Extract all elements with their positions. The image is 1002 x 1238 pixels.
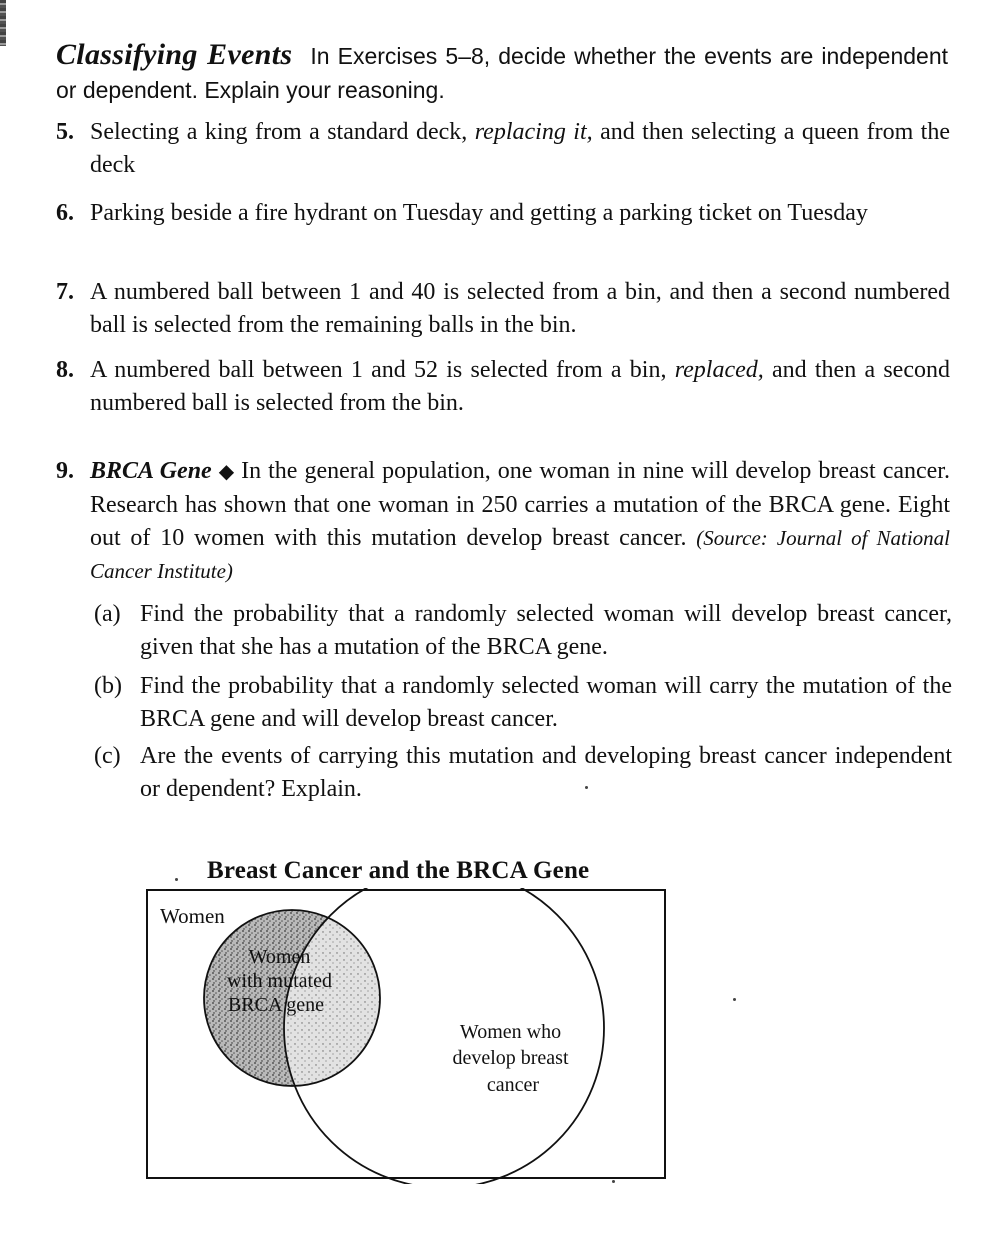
part-text: Find the probability that a randomly selected woman will carry the mutation of the BRCA gene and will develop breast cancer.	[140, 673, 952, 732]
circle-cancer-label-line: develop breast	[452, 1047, 569, 1069]
exercise-9	[56, 455, 950, 588]
venn-diagram	[146, 888, 670, 1184]
exercise-6	[56, 197, 950, 230]
scan-edge-artifact	[0, 0, 6, 46]
exercise-7	[56, 276, 950, 342]
scan-speck	[612, 1180, 615, 1183]
part-text: Find the probability that a randomly selected woman will develop breast cancer, given that she has a mutation of the BRCA gene.	[140, 601, 952, 660]
exercise-text-part: In the general population, one woman in nine will develop breast cancer. Research has shown that one woman in 250 carries a mutation of the BRCA gene. Eight out of 10 women with this mutation develop breast cancer.	[90, 458, 950, 551]
section-instructions: In Exercises 5–8, decide whether the events are independent or dependent. Explain your reasoning.	[56, 43, 948, 103]
circle-brca-label-line: Women	[248, 946, 311, 968]
exercise-text: A numbered ball between 1 and 40 is selected from a bin, and then a second numbered ball is selected from the remaining balls in the bin.	[90, 279, 950, 338]
scan-speck	[175, 878, 178, 881]
exercise-5	[56, 116, 950, 182]
part-label: (b)	[94, 673, 122, 699]
scan-speck	[585, 786, 588, 789]
diamond-icon: ◆	[217, 461, 236, 483]
exercise-9-part-c	[94, 740, 952, 806]
exercise-number: 9.	[56, 458, 74, 484]
exercise-text-part: and then selecting a queen from the deck	[90, 119, 951, 178]
figure-title: Breast Cancer and the BRCA Gene	[207, 857, 590, 884]
part-text: Are the events of carrying this mutation and developing breast cancer independent or dependent? Explain.	[140, 743, 952, 802]
exercise-title: BRCA Gene	[90, 458, 212, 484]
part-label: (a)	[94, 601, 121, 627]
section-title: Classifying Events	[56, 38, 293, 71]
exercise-text: Parking beside a fire hydrant on Tuesday and getting a parking ticket on Tuesday	[90, 200, 868, 226]
exercise-9-part-a	[94, 598, 952, 664]
circle-cancer-label	[452, 1021, 573, 1096]
exercise-number: 8.	[56, 357, 74, 383]
circle-cancer-label-line: Women who	[459, 1021, 562, 1043]
exercise-text-emphasis: replacing it,	[474, 119, 593, 145]
exercise-text	[90, 354, 950, 420]
circle-cancer-label-line: cancer	[486, 1074, 540, 1096]
exercise-text	[90, 116, 950, 182]
exercise-text	[90, 455, 950, 588]
exercise-source: (Source: Journal of National Cancer Institute)	[90, 526, 951, 583]
exercise-text-part: and then a second numbered ball is selected from the bin.	[90, 357, 950, 416]
scan-speck	[733, 998, 736, 1001]
exercise-text-emphasis: replaced,	[674, 357, 764, 383]
exercise-text-part: A numbered ball between 1 and 52 is selected from a bin,	[90, 357, 675, 383]
circle-brca-label-line: BRCA gene	[227, 994, 325, 1016]
exercise-number: 6.	[56, 200, 74, 226]
part-label: (c)	[94, 743, 121, 769]
circle-brca-label-line: with mutated	[227, 970, 332, 992]
exercise-9-part-b	[94, 670, 952, 736]
exercise-number: 5.	[56, 119, 74, 145]
universe-label: Women	[160, 904, 225, 928]
exercise-number: 7.	[56, 279, 74, 305]
exercise-text-part: Selecting a king from a standard deck,	[90, 119, 475, 145]
exercise-8	[56, 354, 950, 420]
section-heading	[56, 38, 948, 107]
